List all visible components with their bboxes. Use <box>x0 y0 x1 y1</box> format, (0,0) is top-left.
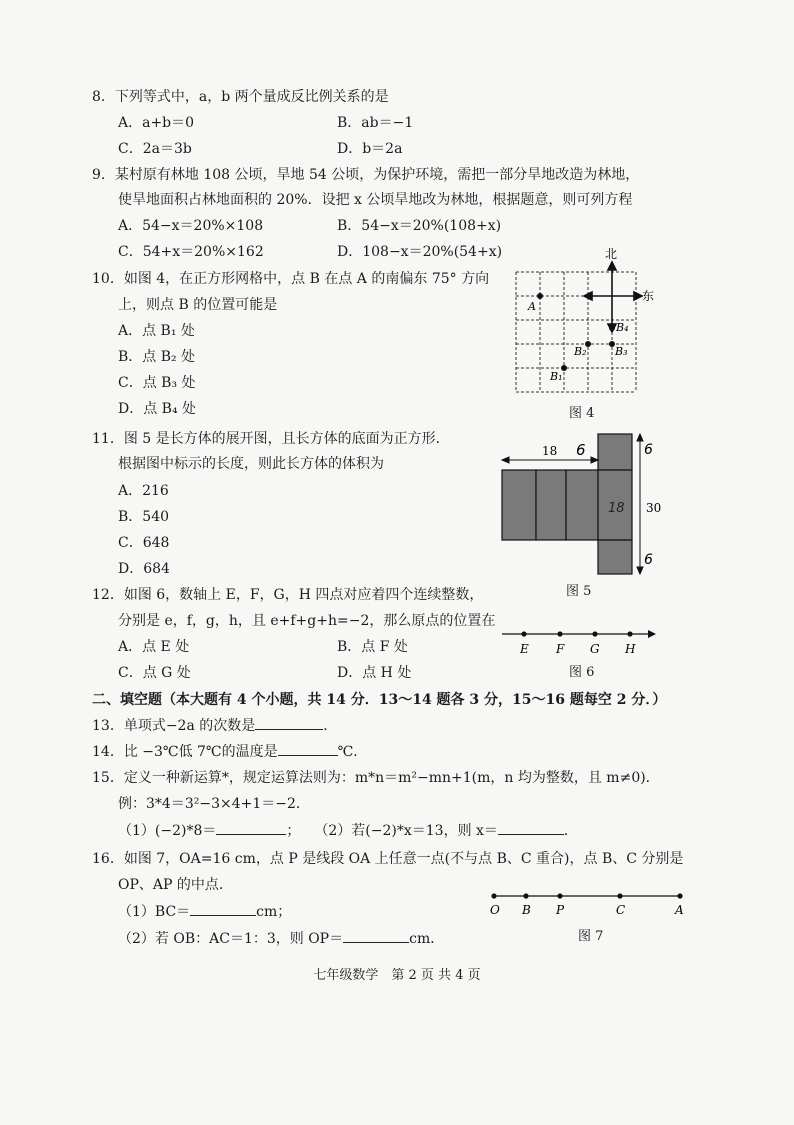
q11-option-a: A．216 <box>118 483 169 499</box>
section-2-heading: 二、填空题（本大题有 4 个小题，共 14 分．13～14 题各 3 分，15～16 题每空 2 分．） <box>92 692 667 708</box>
q9-option-d: D．108−x＝20%(54+x) <box>337 244 503 260</box>
west-arrow-icon <box>584 292 592 300</box>
q14-answer-blank <box>278 755 338 756</box>
point-p-label: P <box>556 903 565 917</box>
point-b4-label: B₄ <box>616 321 629 334</box>
axis-arrow-icon <box>648 630 656 638</box>
q15-parts <box>118 822 578 840</box>
point-b4 <box>609 325 615 331</box>
q10-option-b: B．点 B₂ 处 <box>118 349 196 365</box>
q11-option-b: B．540 <box>118 509 170 525</box>
q9-option-a: A．54−x＝20%×108 <box>118 218 264 234</box>
point-b2-label: B₂ <box>574 345 587 358</box>
point-g-label: G <box>590 642 600 656</box>
q13-end: ． <box>323 718 338 734</box>
north-arrow-icon <box>608 262 616 270</box>
q16-part2-blank <box>343 942 409 943</box>
point-e-label: E <box>520 642 529 656</box>
point-a-label: A <box>675 903 684 917</box>
q8-option-d: D．b＝2a <box>337 141 403 157</box>
q8-option-a: A．a+b＝0 <box>118 115 195 131</box>
q16-stem-line2: OP、AP 的中点． <box>118 877 233 893</box>
q16-part1-unit: cm； <box>256 904 292 920</box>
q8-stem: 8．下列等式中，a，b 两个量成反比例关系的是 <box>92 89 389 105</box>
q15-part1: （1）(−2)*8＝ <box>118 823 217 839</box>
q15-stem-line2: 例：3*4＝3²−3×4+1＝−2． <box>118 796 310 812</box>
q14 <box>92 743 367 761</box>
point-f-label: F <box>556 642 565 656</box>
figure-7-caption: 图 7 <box>578 929 604 944</box>
point-b1-label: B₁ <box>550 370 563 383</box>
figure-5-net <box>496 430 676 580</box>
q10-stem-line1: 10．如图 4，在正方形网格中，点 B 在点 A 的南偏东 75° 方向 <box>92 271 490 287</box>
figure-7-segment <box>484 888 688 922</box>
q11-option-c: C．648 <box>118 535 170 551</box>
point-b3-label: B₃ <box>615 345 628 358</box>
q16-part2-label: （2）若 OB：AC＝1：3，则 OP＝ <box>118 931 344 947</box>
q14-end: ℃． <box>337 744 368 760</box>
q16-part1-blank <box>190 915 256 916</box>
handwritten-18: 18 <box>608 501 625 516</box>
figure-4-grid <box>508 248 656 424</box>
figure-5-caption: 图 5 <box>566 584 592 599</box>
q9-stem-line1: 9．某村原有林地 108 公顷，旱地 54 公顷，为保护环境，需把一部分旱地改造为林地， <box>92 167 640 183</box>
q15-part2: （2）若(−2)*x＝13，则 x＝ <box>314 823 498 839</box>
q12-option-d: D．点 H 处 <box>337 665 412 681</box>
label-18: 18 <box>542 444 558 458</box>
q10-option-d: D．点 B₄ 处 <box>118 401 197 417</box>
page-footer: 七年级数学 第 2 页 共 4 页 <box>313 968 481 983</box>
q9-option-b: B．54−x＝20%(108+x) <box>337 218 502 234</box>
point-o-label: O <box>490 903 500 917</box>
q13-answer-blank <box>255 729 323 730</box>
q12-stem-line2: 分别是 e，f，g，h，且 e+f+g+h=−2，那么原点的位置在 <box>118 613 496 629</box>
q15-stem-line1: 15．定义一种新运算*，规定运算法则为：m*n＝m²−mn+1(m，n 均为整数，且 m≠0)． <box>92 770 660 786</box>
q8-option-b: B．ab＝−1 <box>337 115 414 131</box>
q10-option-a: A．点 B₁ 处 <box>118 323 195 339</box>
figure-6-caption: 图 6 <box>569 665 595 680</box>
point-a <box>537 293 543 299</box>
q12-stem-line1: 12．如图 6，数轴上 E，F，G，H 四点对应着四个连续整数， <box>92 587 484 603</box>
q16-part2-unit: cm． <box>409 931 445 947</box>
q12-option-b: B．点 F 处 <box>337 639 408 655</box>
q15-part2-blank <box>498 834 564 835</box>
q10-stem-line2: 上，则点 B 的位置可能是 <box>118 297 278 313</box>
q10-option-c: C．点 B₃ 处 <box>118 375 196 391</box>
q8-option-c: C．2a＝3b <box>118 141 192 157</box>
q13-stem: 13．单项式−2a 的次数是 <box>92 718 256 734</box>
point-h-label: H <box>625 642 636 656</box>
handwritten-6-right-bottom: 6 <box>644 552 653 568</box>
q16-part2 <box>118 930 444 948</box>
q12-option-a: A．点 E 处 <box>118 639 190 655</box>
handwritten-6-top: 6 <box>576 441 586 459</box>
q16-stem-line1: 16．如图 7，OA=16 cm，点 P 是线段 OA 上任意一点(不与点 B、C 重合)，点 B、C 分别是 <box>92 851 684 867</box>
q15-part1-blank <box>216 834 286 835</box>
q15-part1-end: ； <box>286 823 301 839</box>
q13 <box>92 717 337 735</box>
figure-4-caption: 图 4 <box>569 406 595 421</box>
point-a-label: A <box>528 300 536 313</box>
q14-stem: 14．比 −3℃低 7℃的温度是 <box>92 744 278 760</box>
q11-stem-line2: 根据图中标示的长度，则此长方体的体积为 <box>118 456 384 472</box>
handwritten-6-right-top: 6 <box>644 442 653 458</box>
figure-6-number-line <box>500 624 660 658</box>
east-label: 东 <box>642 289 655 303</box>
q16-part1 <box>118 903 291 921</box>
q12-option-c: C．点 G 处 <box>118 665 191 681</box>
point-c-label: C <box>616 903 626 917</box>
q11-stem-line1: 11．图 5 是长方体的展开图，且长方体的底面为正方形． <box>92 431 450 447</box>
q9-stem-line2: 使旱地面积占林地面积的 20%．设把 x 公顷旱地改为林地，根据题意，则可列方程 <box>118 192 633 208</box>
east-arrow-icon <box>634 292 642 300</box>
q9-option-c: C．54+x＝20%×162 <box>118 244 264 260</box>
q16-part1-label: （1）BC＝ <box>118 904 191 920</box>
q15-part2-end: ． <box>563 823 578 839</box>
point-b-label: B <box>522 903 531 917</box>
q11-option-d: D．684 <box>118 561 170 577</box>
north-label: 北 <box>605 248 618 261</box>
label-30: 30 <box>646 501 662 515</box>
